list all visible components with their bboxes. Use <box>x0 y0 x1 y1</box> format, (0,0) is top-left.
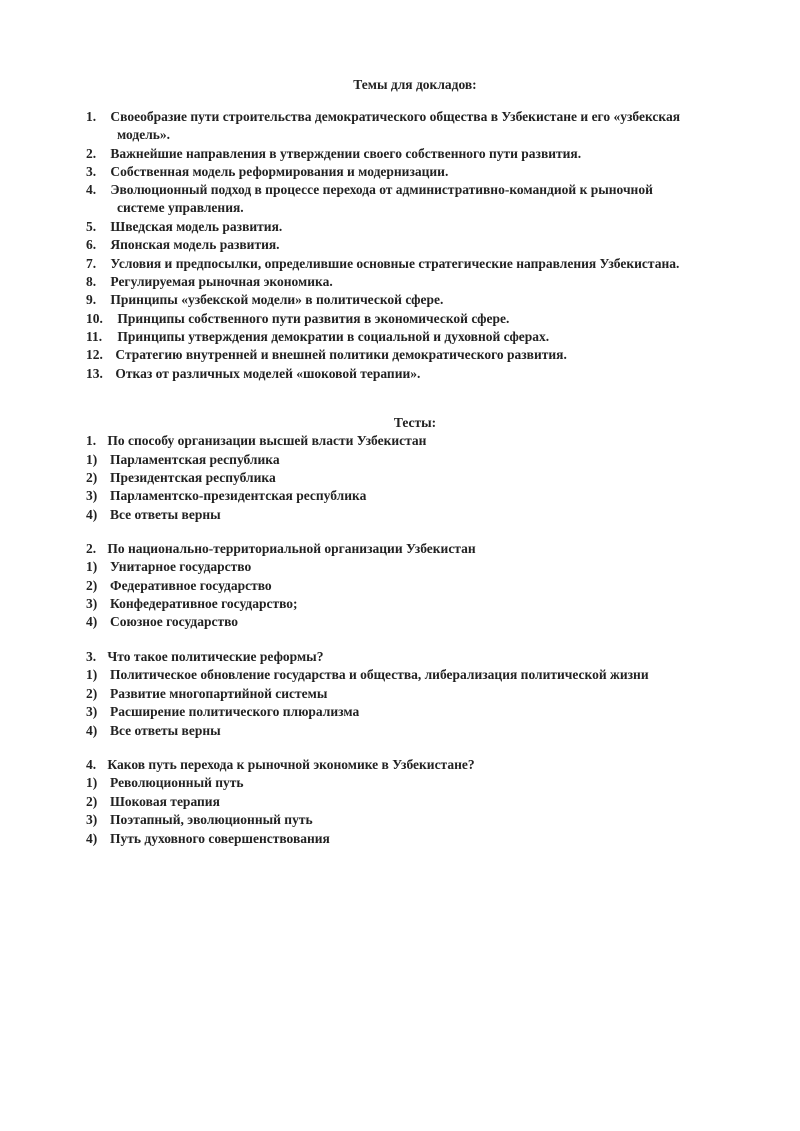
test-answer: 1) Унитарное государство <box>86 559 252 574</box>
topic-item: 1. Своеобразие пути строительства демократического общества в Узбекистане и его «узбекская модель». <box>86 109 681 143</box>
topic-item: 8. Регулируемая рыночная экономика. <box>86 274 333 289</box>
test-answer: 4) Все ответы верны <box>86 507 221 522</box>
test-answer: 1) Революционный путь <box>86 775 244 790</box>
test-answer: 4) Союзное государство <box>86 614 239 629</box>
topic-item: 2. Важнейшие направления в утверждении своего собственного пути развития. <box>86 146 582 161</box>
test-answer: 2) Федеративное государство <box>86 578 272 593</box>
test-answer: 3) Парламентско-президентская республика <box>86 488 367 503</box>
test-question: 4. Каков путь перехода к рыночной экономике в Узбекистане? <box>86 757 475 772</box>
test-answer: 3) Поэтапный, эволюционный путь <box>86 812 313 827</box>
test-answer: 1) Политическое обновление государства и общества, либерализация политической жизни <box>86 667 649 682</box>
test-answer: 2) Развитие многопартийной системы <box>86 686 328 701</box>
test-answer: 3) Расширение политического плюрализма <box>86 704 360 719</box>
topic-item: 10. Принципы собственного пути развития в экономической сфере. <box>86 311 510 326</box>
topic-item: 12. Стратегию внутренней и внешней политики демократического развития. <box>86 347 567 362</box>
test-answer: 2) Президентская республика <box>86 470 276 485</box>
topic-item: 13. Отказ от различных моделей «шоковой терапии». <box>86 366 421 381</box>
topic-item: 7. Условия и предпосылки, определившие основные стратегические направления Узбекистана. <box>86 256 680 271</box>
test-answer: 4) Все ответы верны <box>86 723 221 738</box>
test-answer: 2) Шоковая терапия <box>86 794 220 809</box>
test-answer: 4) Путь духовного совершенствования <box>86 831 330 846</box>
topic-item: 3. Собственная модель реформирования и модернизации. <box>86 164 449 179</box>
topic-item: 6. Японская модель развития. <box>86 237 280 252</box>
test-question: 3. Что такое политические реформы? <box>86 649 324 664</box>
test-answer: 3) Конфедеративное государство; <box>86 596 298 611</box>
tests-heading: Тесты: <box>393 415 437 430</box>
topics-heading: Темы для докладов: <box>353 77 477 92</box>
topic-item: 4. Эволюционный подход в процессе перехода от административно-командиой к рыночной системе управления. <box>86 182 653 216</box>
topic-item: 5. Шведская модель развития. <box>86 219 283 234</box>
test-question: 1. По способу организации высшей власти Узбекистан <box>86 433 427 448</box>
test-answer: 1) Парламентская республика <box>86 452 280 467</box>
topic-item: 9. Принципы «узбекской модели» в политической сфере. <box>86 292 444 307</box>
topic-item: 11. Принципы утверждения демократии в социальной и духовной сферах. <box>86 329 550 344</box>
test-question: 2. По национально-территориальной организации Узбекистан <box>86 541 476 556</box>
